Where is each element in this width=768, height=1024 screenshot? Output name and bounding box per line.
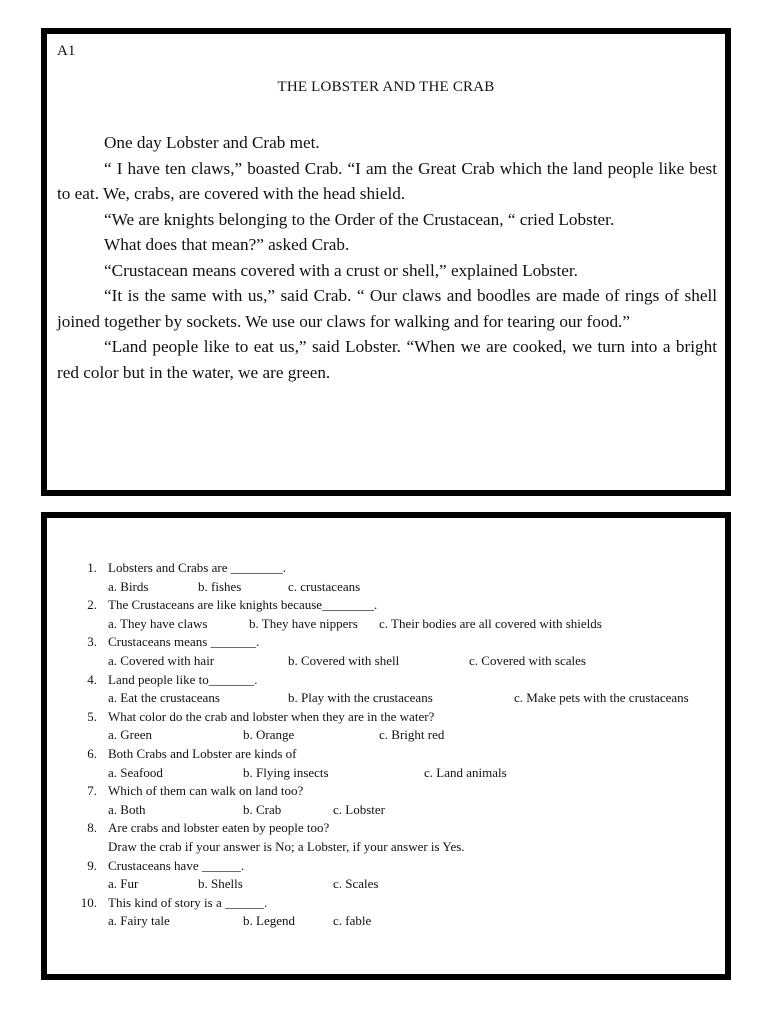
- question-text: Lobsters and Crabs are ________.: [108, 560, 286, 575]
- options-9: [75, 875, 715, 894]
- option-a: a. Birds: [108, 578, 149, 594]
- options-10: [75, 912, 715, 931]
- question-8: [75, 819, 715, 838]
- option-a: a. Green: [108, 727, 153, 743]
- story-paragraph: One day Lobster and Crab met.: [104, 133, 320, 152]
- instruction-text: Draw the crab if your answer is No; a Lobster, if your answer is Yes.: [108, 838, 465, 854]
- option-a: a. Fur: [108, 876, 139, 892]
- question-text: What color do the crab and lobster when they are in the water?: [108, 708, 435, 724]
- question-number: 2.: [87, 597, 97, 613]
- question-number: 1.: [87, 560, 97, 575]
- options-6: [75, 764, 715, 783]
- option-a: a. Fairy tale: [108, 913, 170, 929]
- option-a: a. Both: [108, 801, 146, 817]
- story-panel: [41, 28, 731, 496]
- question-text: Crustaceans means _______.: [108, 634, 260, 650]
- option-a: a. They have claws: [108, 615, 208, 631]
- option-a: a. Covered with hair: [108, 652, 215, 668]
- options-7: [75, 801, 715, 820]
- question-text: Both Crabs and Lobster are kinds of: [108, 745, 297, 761]
- option-c: c. Lobster: [333, 801, 385, 817]
- question-number: 4.: [87, 671, 97, 687]
- question-number: 10.: [80, 894, 97, 910]
- story-paragraph: “We are knights belonging to the Order of the Crustacean, “ cried Lobster.: [104, 209, 615, 229]
- question-number: 3.: [87, 634, 97, 650]
- option-c: c. Covered with scales: [469, 652, 586, 668]
- question-10: [75, 894, 715, 913]
- option-c: c. Their bodies are all covered with shields: [379, 615, 602, 631]
- options-4: [75, 689, 715, 708]
- story-paragraph: “It is the same with us,” said Crab. “ Our claws and boodles are made of rings of shell joined together by sockets. We use our claws for walking and for tearing our food.”: [57, 286, 717, 331]
- question-7: [75, 782, 715, 801]
- story-paragraph: “Crustacean means covered with a crust or shell,” explained Lobster.: [104, 260, 578, 280]
- option-b: b. Legend: [243, 913, 295, 929]
- option-b: b. Covered with shell: [288, 652, 400, 668]
- story-paragraph: “Land people like to eat us,” said Lobster. “When we are cooked, we turn into a bright red color but in the water, we are green.: [57, 337, 717, 382]
- option-b: b. Orange: [243, 727, 295, 743]
- question-text: The Crustaceans are like knights because________.: [108, 597, 378, 613]
- question-number: 9.: [87, 857, 97, 873]
- question-number: 6.: [87, 745, 97, 761]
- option-b: b. Crab: [243, 801, 282, 817]
- option-b: b. Flying insects: [243, 764, 329, 780]
- option-c: c. Scales: [333, 876, 379, 892]
- question-text: Crustaceans have ______.: [108, 857, 245, 873]
- question-8-instruction: [75, 838, 715, 857]
- option-b: b. They have nippers: [249, 615, 358, 631]
- quiz-panel: [41, 512, 731, 980]
- options-2: [75, 615, 715, 634]
- option-b: b. Shells: [198, 876, 243, 892]
- story-paragraph: What does that mean?” asked Crab.: [104, 235, 350, 254]
- question-list: [75, 559, 715, 931]
- options-1: [75, 578, 715, 597]
- option-c: c. fable: [333, 913, 372, 929]
- question-number: 8.: [87, 820, 97, 836]
- story-paragraph: “ I have ten claws,” boasted Crab. “I am the Great Crab which the land people like best to eat. We, crabs, are covered with the head shield.: [57, 158, 717, 203]
- story-title: THE LOBSTER AND THE CRAB: [277, 79, 495, 95]
- question-2: [75, 596, 715, 615]
- question-5: [75, 708, 715, 727]
- option-c: c. Land animals: [424, 764, 507, 780]
- question-3: [75, 633, 715, 652]
- story-text: [57, 130, 717, 385]
- option-c: c. crustaceans: [288, 578, 361, 594]
- option-b: b. fishes: [198, 578, 242, 594]
- page-label: A1: [57, 43, 76, 59]
- question-6: [75, 745, 715, 764]
- question-text: Are crabs and lobster eaten by people too?: [108, 820, 330, 836]
- question-text: Land people like to_______.: [108, 671, 258, 687]
- question-number: 7.: [87, 783, 97, 799]
- option-a: a. Eat the crustaceans: [108, 690, 220, 706]
- question-text: Which of them can walk on land too?: [108, 783, 304, 799]
- question-9: [75, 857, 715, 876]
- options-5: [75, 726, 715, 745]
- options-3: [75, 652, 715, 671]
- option-b: b. Play with the crustaceans: [288, 690, 433, 706]
- option-c: c. Bright red: [379, 727, 445, 743]
- option-c: c. Make pets with the crustaceans: [514, 690, 689, 706]
- question-4: [75, 671, 715, 690]
- question-text: This kind of story is a ______.: [108, 894, 268, 910]
- option-a: a. Seafood: [108, 764, 163, 780]
- question-number: 5.: [87, 708, 97, 724]
- question-1: [75, 559, 715, 578]
